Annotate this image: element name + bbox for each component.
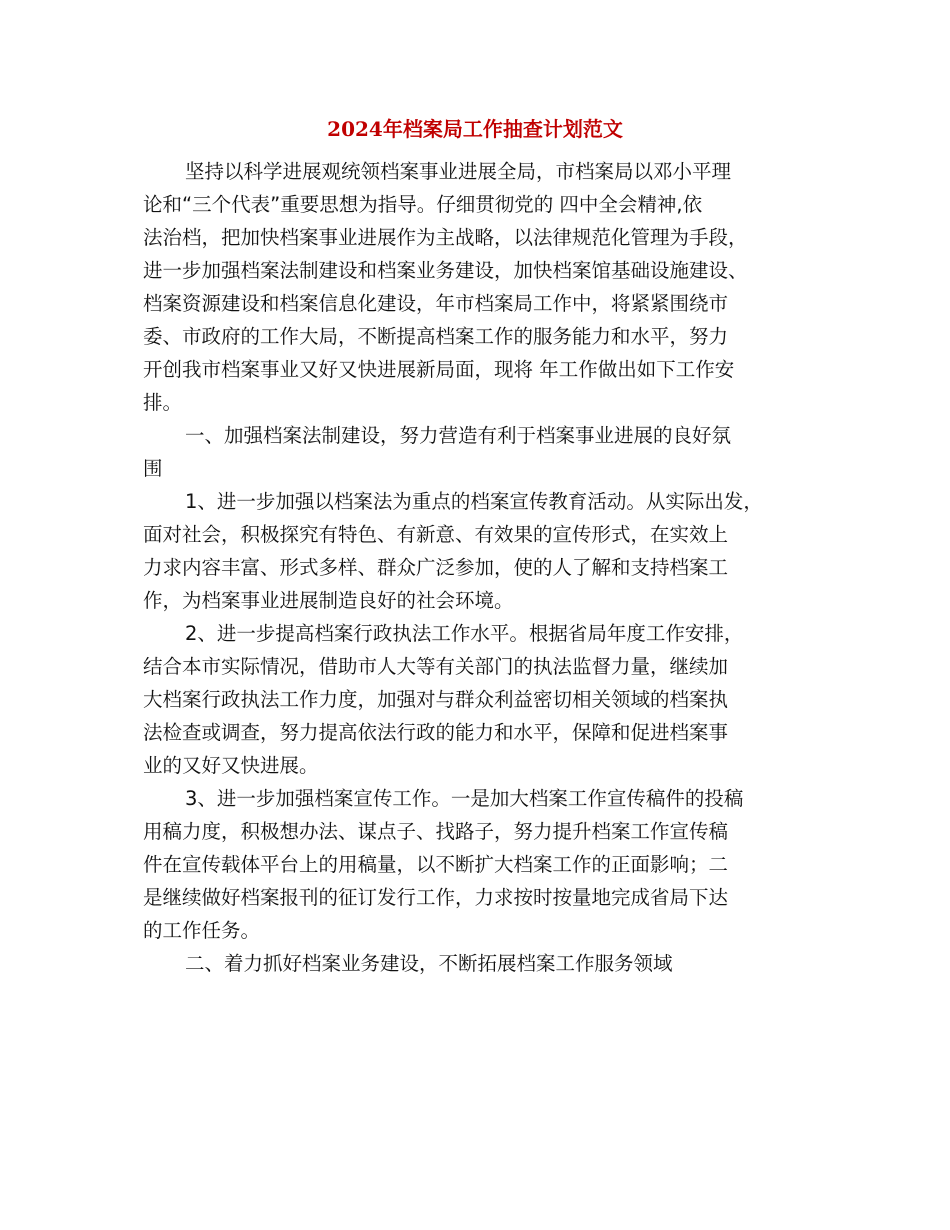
text-line: 论和“三个代表”重要思想为指导。仔细贯彻党的 四中全会精神,依 xyxy=(143,193,703,216)
text-line: 面对社会，积极探究有特色、有新意、有效果的宣传形式，在实效上 xyxy=(143,523,729,546)
text-line: 法治档，把加快档案事业进展作为主战略，以法律规范化管理为手段， xyxy=(143,226,748,249)
text-line: 2、进一步提高档案行政执法工作水平。根据省局年度工作安排， xyxy=(185,622,744,645)
text-line: 进一步加强档案法制建设和档案业务建设，加快档案馆基础设施建设、 xyxy=(143,259,748,282)
text-line: 的工作任务。 xyxy=(143,919,261,942)
text-line: 坚持以科学进展观统领档案事业进展全局，市档案局以邓小平理 xyxy=(185,160,732,183)
text-line: 结合本市实际情况，借助市人大等有关部门的执法监督力量，继续加 xyxy=(143,655,729,678)
text-line: 3、进一步加强档案宣传工作。一是加大档案工作宣传稿件的投稿 xyxy=(185,787,744,810)
document-title: 2024年档案局工作抽查计划范文 xyxy=(327,117,623,141)
paragraph xyxy=(143,947,823,980)
text-line: 件在宣传载体平台上的用稿量，以不断扩大档案工作的正面影响；二 xyxy=(143,853,729,876)
text-line: 1、进一步加强以档案法为重点的档案宣传教育活动。从实际出发， xyxy=(185,490,763,513)
text-line: 业的又好又快进展。 xyxy=(143,754,319,777)
text-line: 一、加强档案法制建设，努力营造有利于档案事业进展的良好氛 xyxy=(185,424,732,447)
text-line: 排。 xyxy=(143,391,183,414)
paragraph xyxy=(143,485,823,617)
paragraph xyxy=(143,782,823,947)
paragraph xyxy=(143,617,823,782)
text-line: 作，为档案事业进展制造良好的社会环境。 xyxy=(143,589,514,612)
text-line: 二、着力抓好档案业务建设，不断拓展档案工作服务领域 xyxy=(185,952,673,975)
text-line: 委、市政府的工作大局，不断提高档案工作的服务能力和水平，努力 xyxy=(143,325,729,348)
text-line: 开创我市档案事业又好又快进展新局面，现将 年工作做出如下工作安 xyxy=(143,358,735,381)
paragraph xyxy=(143,419,823,485)
text-line: 是继续做好档案报刊的征订发行工作，力求按时按量地完成省局下达 xyxy=(143,886,729,909)
text-line: 力求内容丰富、形式多样、群众广泛参加，使的人了解和支持档案工 xyxy=(143,556,729,579)
text-line: 围 xyxy=(143,457,163,480)
text-line: 用稿力度，积极想办法、谋点子、找路子，努力提升档案工作宣传稿 xyxy=(143,820,729,843)
document-body xyxy=(143,155,823,980)
paragraph xyxy=(143,155,823,419)
text-line: 大档案行政执法工作力度，加强对与群众利益密切相关领域的档案执 xyxy=(143,688,729,711)
text-line: 法检查或调查，努力提高依法行政的能力和水平，保障和促进档案事 xyxy=(143,721,729,744)
text-line: 档案资源建设和档案信息化建设，年市档案局工作中，将紧紧围绕市 xyxy=(143,292,729,315)
